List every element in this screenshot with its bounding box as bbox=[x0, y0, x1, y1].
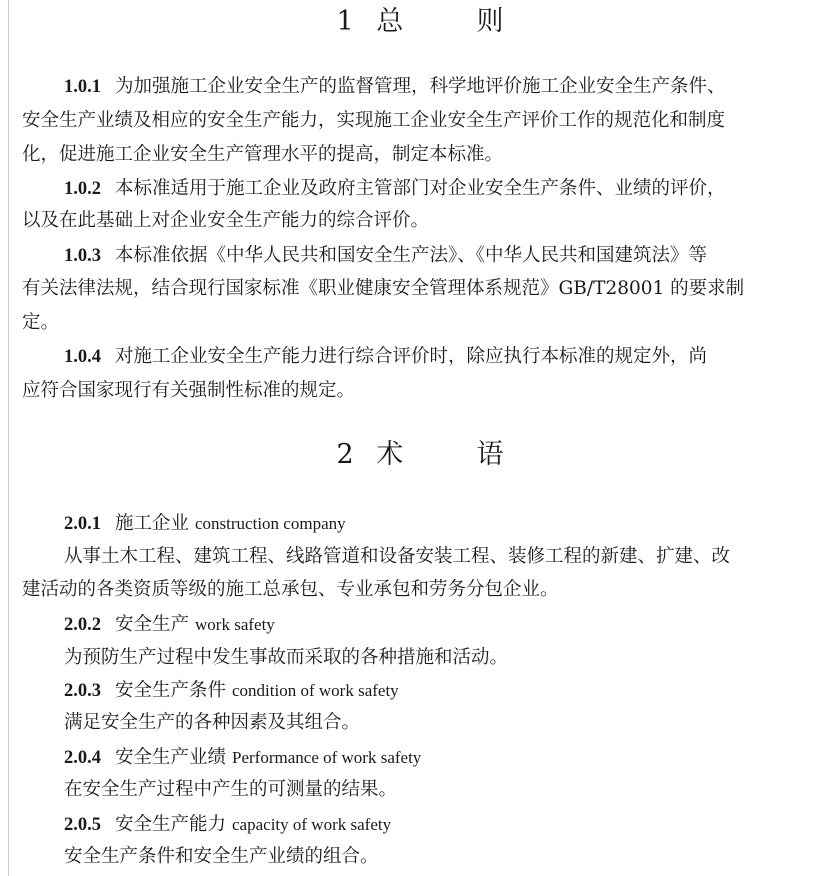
term-number: 2.0.3 bbox=[64, 681, 101, 701]
term-2-0-4-heading bbox=[64, 746, 840, 770]
clause-text: 为加强施工企业安全生产的监督管理，科学地评价施工企业安全生产条件、 bbox=[115, 76, 726, 97]
clause-1-0-1-line-2: 安全生产业绩及相应的安全生产能力，实现施工企业安全生产评价工作的规范化和制度 bbox=[22, 110, 726, 131]
term-zh: 安全生产业绩 bbox=[115, 747, 227, 768]
clause-1-0-2-line-1 bbox=[64, 177, 840, 201]
term-2-0-4-definition: 在安全生产过程中产生的可测量的结果。 bbox=[64, 779, 398, 800]
clause-1-0-3-line-2: 有关法律法规，结合现行国家标准《职业健康安全管理体系规范》GB/T28001 的要求制 bbox=[22, 278, 745, 299]
clause-1-0-3-line-1 bbox=[64, 244, 840, 268]
clause-text: 本标准适用于施工企业及政府主管部门对企业安全生产条件、业绩的评价， bbox=[115, 178, 726, 199]
clause-number: 1.0.3 bbox=[64, 246, 101, 266]
clause-1-0-4-line-1 bbox=[64, 345, 840, 369]
term-zh: 安全生产 bbox=[115, 614, 190, 635]
chapter-1-number: 1 bbox=[336, 6, 354, 37]
term-en: Performance of work safety bbox=[232, 748, 422, 767]
clause-1-0-1-line-1 bbox=[64, 75, 840, 99]
chapter-2-number: 2 bbox=[336, 439, 354, 470]
chapter-1-heading bbox=[0, 4, 840, 40]
term-zh: 施工企业 bbox=[115, 513, 190, 534]
term-2-0-1-definition-line-1: 从事土木工程、建筑工程、线路管道和设备安装工程、装修工程的新建、扩建、改 bbox=[64, 546, 731, 567]
clause-text: 对施工企业安全生产能力进行综合评价时，除应执行本标准的规定外，尚 bbox=[115, 346, 708, 367]
term-number: 2.0.2 bbox=[64, 615, 101, 635]
term-zh: 安全生产能力 bbox=[115, 814, 227, 835]
clause-1-0-1-line-3: 化，促进施工企业安全生产管理水平的提高，制定本标准。 bbox=[22, 144, 504, 165]
clause-number: 1.0.1 bbox=[64, 77, 101, 97]
clause-1-0-2-line-2: 以及在此基础上对企业安全生产能力的综合评价。 bbox=[22, 210, 430, 231]
chapter-2-title-char-2: 语 bbox=[476, 439, 504, 470]
chapter-2-title-char-1: 术 bbox=[376, 439, 404, 470]
clause-number: 1.0.4 bbox=[64, 347, 101, 367]
clause-text: 本标准依据《中华人民共和国安全生产法》、《中华人民共和国建筑法》等 bbox=[115, 245, 708, 266]
term-2-0-1-definition-line-2: 建活动的各类资质等级的施工总承包、专业承包和劳务分包企业。 bbox=[22, 579, 559, 600]
chapter-1-title-char-2: 则 bbox=[476, 6, 504, 37]
term-2-0-3-heading bbox=[64, 679, 840, 703]
term-en: work safety bbox=[195, 615, 275, 634]
chapter-1-title-char-1: 总 bbox=[376, 6, 404, 37]
term-number: 2.0.1 bbox=[64, 514, 101, 534]
term-2-0-2-heading bbox=[64, 613, 840, 637]
clause-1-0-4-line-2: 应符合国家现行有关强制性标准的规定。 bbox=[22, 380, 356, 401]
term-en: capacity of work safety bbox=[232, 815, 392, 834]
term-2-0-2-definition: 为预防生产过程中发生事故而采取的各种措施和活动。 bbox=[64, 647, 509, 668]
clause-1-0-3-line-3: 定。 bbox=[22, 312, 60, 333]
term-en: condition of work safety bbox=[232, 681, 399, 700]
term-number: 2.0.4 bbox=[64, 748, 101, 768]
chapter-2-heading bbox=[0, 437, 840, 473]
term-2-0-3-definition: 满足安全生产的各种因素及其组合。 bbox=[64, 712, 361, 733]
term-number: 2.0.5 bbox=[64, 815, 101, 835]
term-en: construction company bbox=[195, 514, 346, 533]
term-2-0-5-definition: 安全生产条件和安全生产业绩的组合。 bbox=[64, 846, 379, 867]
term-2-0-1-heading bbox=[64, 512, 840, 536]
term-2-0-5-heading bbox=[64, 813, 840, 837]
clause-number: 1.0.2 bbox=[64, 179, 101, 199]
term-zh: 安全生产条件 bbox=[115, 680, 227, 701]
